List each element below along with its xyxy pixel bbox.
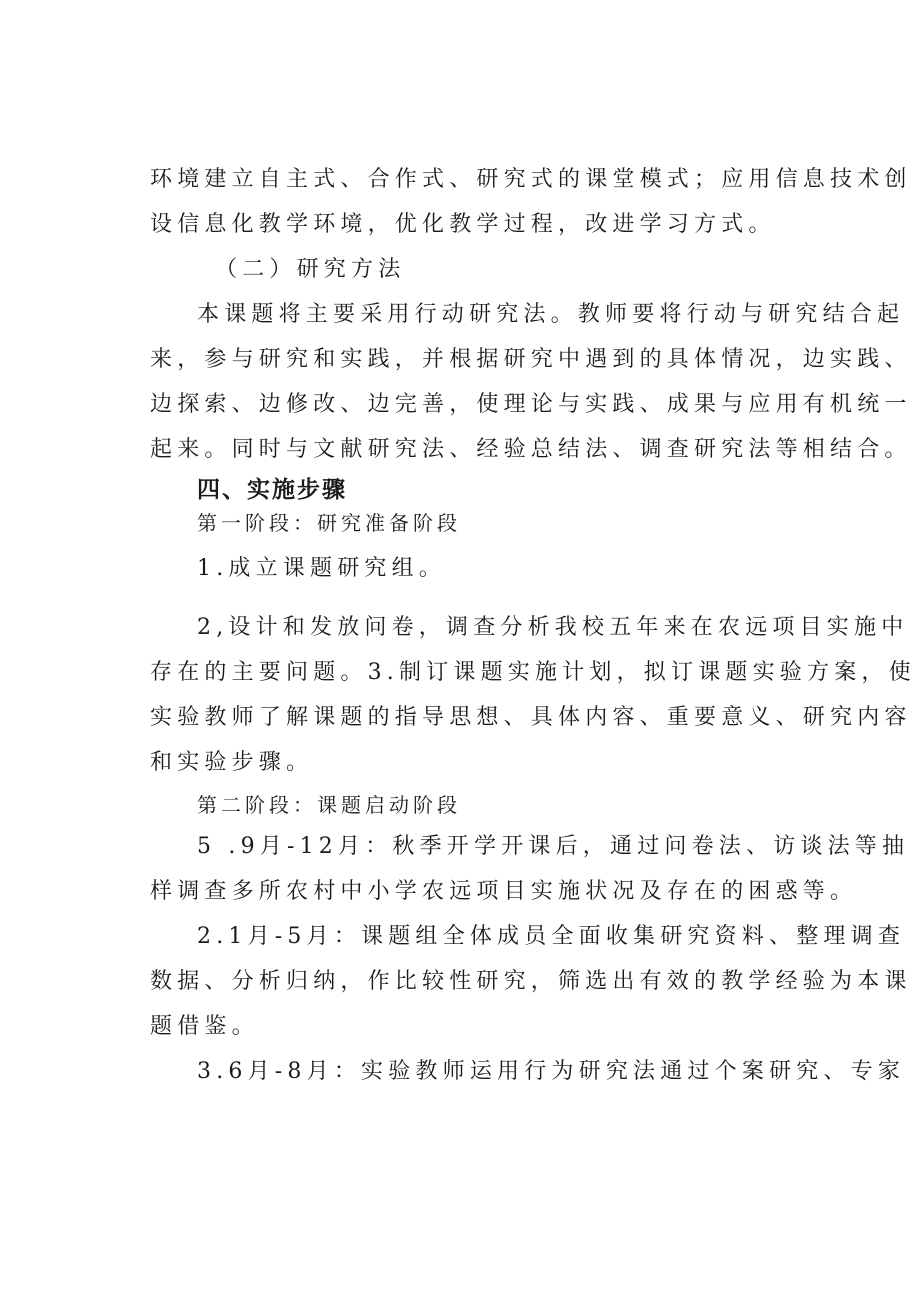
paragraph-line: 起来。同时与文献研究法、经验总结法、调查研究法等相结合。 xyxy=(150,437,912,462)
sub-heading: （二）研究方法 xyxy=(215,257,406,282)
stage-title: 第二阶段：课题启动阶段 xyxy=(197,793,461,817)
paragraph-line: 环境建立自主式、合作式、研究式的课堂模式；应用信息技术创 xyxy=(150,167,912,192)
paragraph-line: 题借鉴。 xyxy=(150,1014,259,1039)
paragraph-line: 边探索、边修改、边完善，使理论与实践、成果与应用有机统一 xyxy=(150,392,912,417)
paragraph-line: 和实验步骤。 xyxy=(150,750,314,775)
stage-title: 第一阶段：研究准备阶段 xyxy=(197,511,461,535)
paragraph-line: 数据、分析归纳，作比较性研究，筛选出有效的教学经验为本课 xyxy=(150,969,912,994)
list-item: 5 .9月-12月：秋季开学开课后，通过问卷法、访谈法等抽 xyxy=(197,834,910,859)
paragraph-line: 来，参与研究和实践，并根据研究中遇到的具体情况，边实践、 xyxy=(150,347,912,372)
paragraph-line: 样调查多所农村中小学农远项目实施状况及存在的困惑等。 xyxy=(150,879,858,904)
section-heading: 四、实施步骤 xyxy=(197,477,347,503)
list-item: 3.6月-8月：实验教师运用行为研究法通过个案研究、专家 xyxy=(197,1059,906,1084)
list-item: 2,设计和发放问卷，调查分析我校五年来在农远项目实施中 xyxy=(197,615,909,640)
list-item: 2.1月-5月：课题组全体成员全面收集研究资料、整理调查 xyxy=(197,924,906,949)
paragraph-line: 设信息化教学环境，优化教学过程，改进学习方式。 xyxy=(150,212,776,237)
paragraph-line: 本课题将主要采用行动研究法。教师要将行动与研究结合起 xyxy=(197,302,905,327)
paragraph-line: 存在的主要问题。3.制订课题实施计划，拟订课题实验方案，使 xyxy=(150,660,916,685)
list-item: 1.成立课题研究组。 xyxy=(197,556,446,581)
paragraph-line: 实验教师了解课题的指导思想、具体内容、重要意义、研究内容 xyxy=(150,705,912,730)
